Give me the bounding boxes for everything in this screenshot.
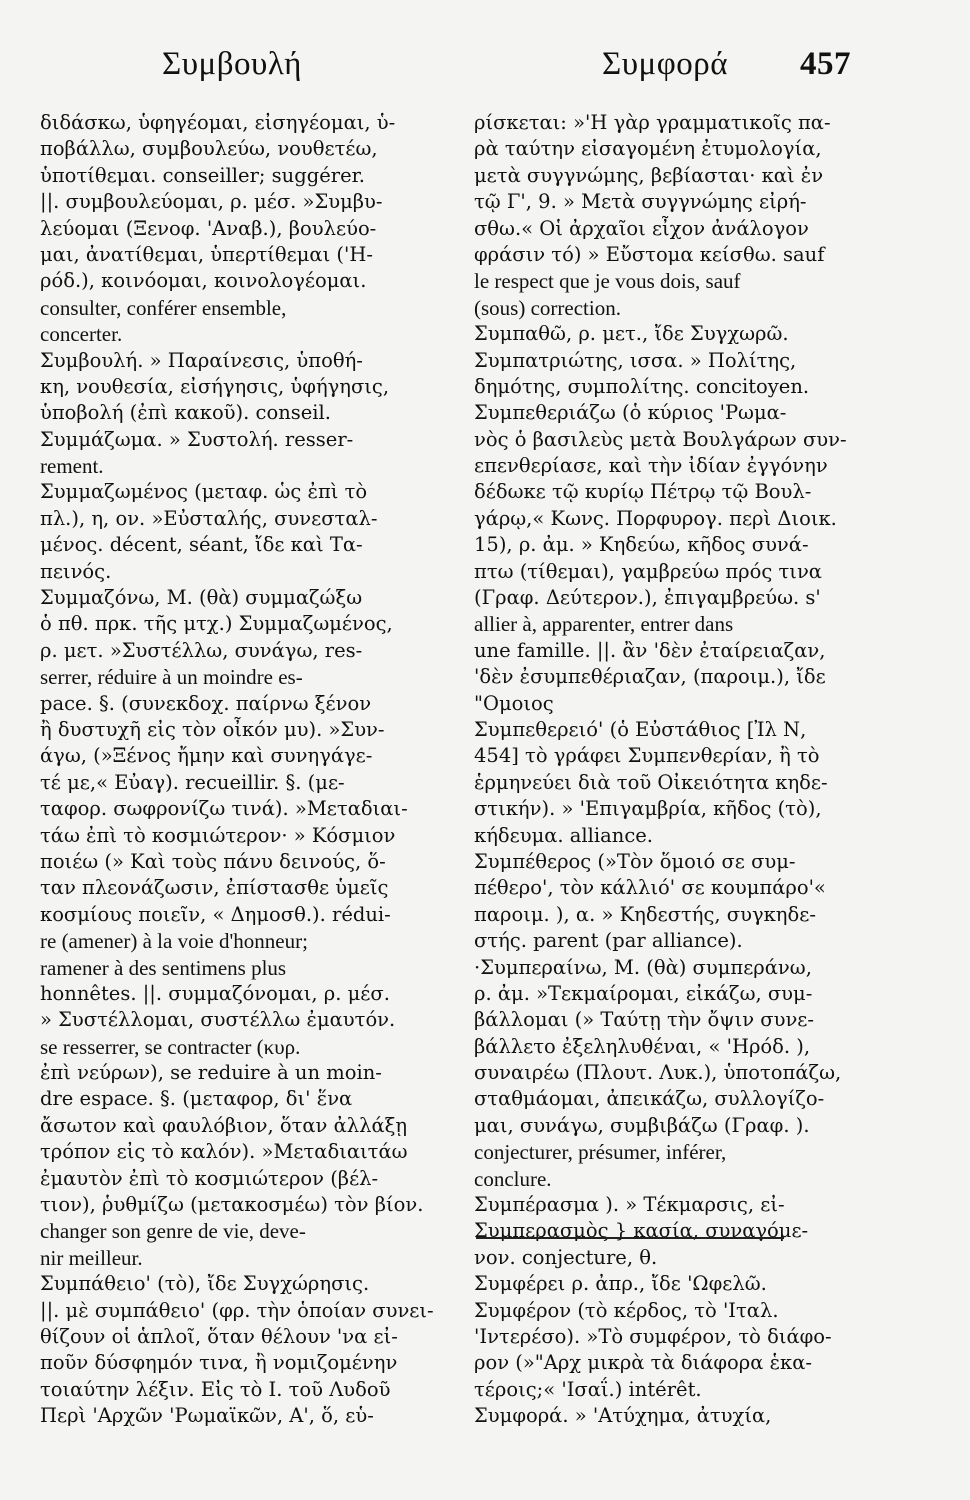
- text-line: conjecturer, présumer, inférer,: [474, 1140, 727, 1165]
- text-line: πεινός.: [40, 559, 112, 583]
- text-line: διδάσκω, ὑφηγέομαι, εἰσηγέομαι, ὑ-: [40, 111, 396, 134]
- text-line: φράσιν τό) » Εὔστομα κείσθω. sauf: [474, 242, 825, 266]
- text-line: Συμμαζωμένος (μεταφ. ὡς ἐπὶ τὸ: [40, 480, 368, 504]
- text-line: τιον), ῥυθμίζω (μετακοσμέω) τὸν βίον.: [40, 1193, 424, 1217]
- text-line: Συμπεθεριάζω (ὁ κύριος 'Ρωμα-: [474, 401, 787, 425]
- text-line: τῷ Γ', 9. » Μετὰ συγγνώμης εἰρή-: [474, 190, 807, 214]
- text-line: ἢ δυστυχῆ εἰς τὸν οἶκόν μυ). »Συν-: [40, 717, 385, 741]
- text-line: ἑρμηνεύει διὰ τοῦ Οἰκειότητα κηδε-: [474, 770, 828, 794]
- text-line: κοσμίους ποιεῖν, « Δημοσθ.). rédui-: [40, 902, 391, 926]
- text-line: dre espace. §. (μεταφορ, δι' ἕνα: [40, 1087, 353, 1111]
- text-line: pace. §. (συνεκδοχ. παίρνω ξένον: [40, 691, 372, 715]
- text-line: ποιέω (» Καὶ τοὺς πάνυ δεινούς, ὅ-: [40, 849, 386, 873]
- text-line: consulter, conférer ensemble,: [40, 295, 287, 320]
- text-line: se resserrer, se contracter (κυρ.: [40, 1034, 301, 1059]
- text-line: concerter.: [40, 322, 123, 347]
- text-line: 'δὲν ἐσυμπεθέριαζαν, (παροιμ.), ἴδε: [474, 665, 826, 689]
- text-line: θίζουν οἱ ἁπλοῖ, ὅταν θέλουν 'να εἰ-: [40, 1324, 398, 1348]
- text-line: ταν πλεονάζωσιν, ἐπίστασθε ὑμεῖς: [40, 876, 389, 900]
- text-line: ρ. μετ. »Συστέλλω, συνάγω, res-: [40, 638, 363, 662]
- text-line: ὑποτίθεμαι. conseiller; suggérer.: [40, 163, 365, 187]
- text-line: στής. parent (par alliance).: [474, 929, 743, 953]
- text-line: πτω (τίθεμαι), γαμβρεύω πρός τινα: [474, 559, 822, 583]
- text-line: μένος. décent, séant, ἴδε καὶ Τα-: [40, 533, 363, 557]
- text-line: (sous) correction.: [474, 295, 621, 320]
- text-line: δέδωκε τῷ κυρίῳ Πέτρῳ τῷ Βουλ-: [474, 480, 812, 504]
- text-line: Συμπάθειο' (τὸ), ἴδε Συγχώρησις.: [40, 1272, 370, 1296]
- text-line: στικήν). » 'Επιγαμβρία, κῆδος (τὸ),: [474, 797, 822, 821]
- running-head-left: Συμβουλή: [162, 46, 302, 82]
- text-line: ||. συμβουλεύομαι, ρ. μέσ. »Συμβυ-: [40, 190, 383, 214]
- text-line: τάω ἐπὶ τὸ κοσμιώτερον· » Κόσμιον: [40, 823, 396, 847]
- text-line: άγω, (»Ξένος ἤμην καὶ συνηγάγε-: [40, 744, 373, 768]
- text-line: ταφορ. σωφρονίζω τινά). »Μεταδιαι-: [40, 797, 408, 821]
- text-line: serrer, réduire à un moindre es-: [40, 665, 303, 690]
- text-line: 454] τὸ γράφει Συμπενθερίαν, ἢ τὸ: [474, 744, 820, 768]
- page-number: 457: [800, 46, 851, 82]
- left-column: [40, 110, 446, 1480]
- text-line: Συμφορά. » 'Ατύχημα, ἀτυχία,: [474, 1404, 772, 1428]
- text-line: τοιαύτην λέξιν. Εἰς τὸ Ι. τοῦ Λυδοῦ: [40, 1377, 391, 1401]
- text-line: ὑποβολή (ἐπὶ κακοῦ). conseil.: [40, 401, 331, 425]
- text-line: Συμμάζωμα. » Συστολή. resser-: [40, 427, 354, 451]
- text-line: Συμφέρον (τὸ κέρδος, τὸ 'Ιταλ.: [474, 1298, 779, 1322]
- text-line: βάλλομαι (» Ταύτῃ τὴν ὄψιν συνε-: [474, 1008, 814, 1032]
- text-line: Περὶ 'Αρχῶν 'Ρωμαϊκῶν, Α', ὅ, εὑ-: [40, 1404, 374, 1428]
- text-line: 15), ρ. ἀμ. » Κηδεύω, κῆδος συνά-: [474, 533, 809, 557]
- text-line: Συμμαζόνω, Μ. (θὰ) συμμαζώξω: [40, 586, 363, 610]
- text-line: ὁ πθ. πρκ. τῆς μτχ.) Συμμαζωμένος,: [40, 612, 393, 636]
- text-line: ·Συμπεραίνω, Μ. (θὰ) συμπεράνω,: [474, 955, 812, 979]
- text-line: (Γραφ. Δεύτερον.), ἐπιγαμβρεύω. s': [474, 586, 821, 610]
- text-line: nir meilleur.: [40, 1245, 143, 1270]
- running-head-right: Συμφορά: [602, 46, 729, 82]
- text-line: Συμπατριώτης, ισσα. » Πολίτης,: [474, 348, 797, 372]
- text-line: τέροις;« 'Ισαΐ.) intérêt.: [474, 1377, 702, 1401]
- text-line: ρὰ ταύτην εἰσαγομένη ἐτυμολογία,: [474, 137, 822, 161]
- text-line: μετὰ συγγνώμης, βεβίασται· καὶ ἐν: [474, 163, 824, 187]
- text-line: ἄσωτον καὶ φαυλόβιον, ὅταν ἀλλάξῃ: [40, 1113, 408, 1137]
- text-line: Συμπερασμὸς } κασία, συναγόμε-: [474, 1219, 809, 1243]
- text-line: ρίσκεται: »'Η γὰρ γραμματικοῖς πα-: [474, 111, 831, 134]
- text-line: γάρῳ,« Κωνς. Πορφυρογ. περὶ Διοικ.: [474, 506, 837, 530]
- text-line: βάλλετο ἐξεληλυθέναι, « 'Ηρόδ. ),: [474, 1034, 811, 1058]
- text-line: une famille. ||. ἂν 'δὲν ἐταίρειαζαν,: [474, 638, 826, 662]
- text-line: ἐμαυτὸν ἐπὶ τὸ κοσμιώτερον (βέλ-: [40, 1166, 379, 1190]
- text-line: ramener à des sentimens plus: [40, 955, 287, 980]
- text-line: κη, νουθεσία, εἰσήγησις, ὑφήγησις,: [40, 374, 390, 398]
- text-line: λεύομαι (Ξενοφ. 'Αναβ.), βουλεύο-: [40, 216, 377, 240]
- text-line: Συμβουλή. » Παραίνεσις, ὑποθή-: [40, 348, 363, 372]
- text-line: changer son genre de vie, deve-: [40, 1219, 306, 1244]
- text-line: κήδευμα. alliance.: [474, 823, 653, 847]
- text-line: σταθμάομαι, ἀπεικάζω, συλλογίζο-: [474, 1087, 825, 1111]
- text-line: Συμπέρασμα ). » Τέκμαρσις, εἰ-: [474, 1193, 785, 1217]
- text-line: ἐπὶ νεύρων), se reduire à un moin-: [40, 1061, 382, 1085]
- text-line: rement.: [40, 454, 104, 479]
- text-line: παροιμ. ), α. » Κηδεστής, συγκηδε-: [474, 902, 816, 926]
- text-line: Συμπέθερος (»Τὸν ὅμοιό σε συμ-: [474, 849, 796, 873]
- text-line: μαι, συνάγω, συμβιβάζω (Γραφ. ).: [474, 1113, 810, 1137]
- text-line: ρον (»"Αρχ μικρὰ τὰ διάφορα ἑκα-: [474, 1351, 813, 1375]
- text-line: allier à, apparenter, entrer dans: [474, 612, 734, 637]
- text-line: σθω.« Οἱ ἀρχαῖοι εἶχον ἀνάλογον: [474, 216, 809, 240]
- text-line: Συμπαθῶ, ρ. μετ., ἴδε Συγχωρῶ.: [474, 322, 789, 346]
- text-line: Συμφέρει ρ. ἀπρ., ἴδε 'Ωφελῶ.: [474, 1272, 767, 1296]
- text-line: "Ομοιος: [474, 691, 554, 715]
- text-line: μαι, ἀνατίθεμαι, ὑπερτίθεμαι ('Η-: [40, 242, 373, 266]
- text-line: συναιρέω (Πλουτ. Λυκ.), ὑποτοπάζω,: [474, 1061, 842, 1085]
- text-line: re (amener) à la voie d'honneur;: [40, 929, 308, 954]
- text-line: τρόπον εἰς τὸ καλόν). »Μεταδιαιτάω: [40, 1140, 408, 1164]
- text-line: νον. conjecture, θ.: [474, 1245, 658, 1269]
- text-line: ||. μὲ συμπάθειο' (φρ. τὴν ὁποίαν συνει-: [40, 1298, 434, 1322]
- text-line: νὸς ὁ βασιλεὺς μετὰ Βουλγάρων συν-: [474, 427, 847, 451]
- text-line: ρ. ἀμ. »Τεκμαίρομαι, εἰκάζω, συμ-: [474, 981, 813, 1005]
- text-line: le respect que je vous dois, sauf: [474, 269, 741, 294]
- text-line: ρόδ.), κοινόομαι, κοινολογέομαι.: [40, 269, 367, 293]
- text-line: honnêtes. ||. συμμαζόνομαι, ρ. μέσ.: [40, 981, 390, 1005]
- text-line: δημότης, συμπολίτης. concitoyen.: [474, 374, 810, 398]
- text-line: τέ με,« Εὐαγ). recueillir. §. (με-: [40, 770, 345, 794]
- text-line: 'Ιντερέσο). »Τὸ συμφέρον, τὸ διάφο-: [474, 1324, 832, 1348]
- text-line: ποβάλλω, συμβουλεύω, νουθετέω,: [40, 137, 378, 161]
- right-column: [474, 110, 864, 1480]
- text-line: » Συστέλλομαι, συστέλλω ἐμαυτόν.: [40, 1008, 396, 1032]
- text-line: Συμπεθερειό' (ὁ Εὐστάθιος [Ἰλ Ν,: [474, 717, 807, 741]
- text-line: ποῦν δύσφημόν τινα, ἢ νομιζομένην: [40, 1351, 398, 1375]
- text-line: επενθερίασε, καὶ τὴν ἰδίαν ἐγγόνην: [474, 454, 828, 478]
- text-line: πλ.), η, ον. »Εὐσταλής, συνεσταλ-: [40, 506, 378, 530]
- text-line: πέθερο', τὸν κάλλιό' σε κουμπάρο'«: [474, 876, 826, 900]
- text-line: conclure.: [474, 1166, 552, 1191]
- entry-divider-rule: [476, 1237, 784, 1239]
